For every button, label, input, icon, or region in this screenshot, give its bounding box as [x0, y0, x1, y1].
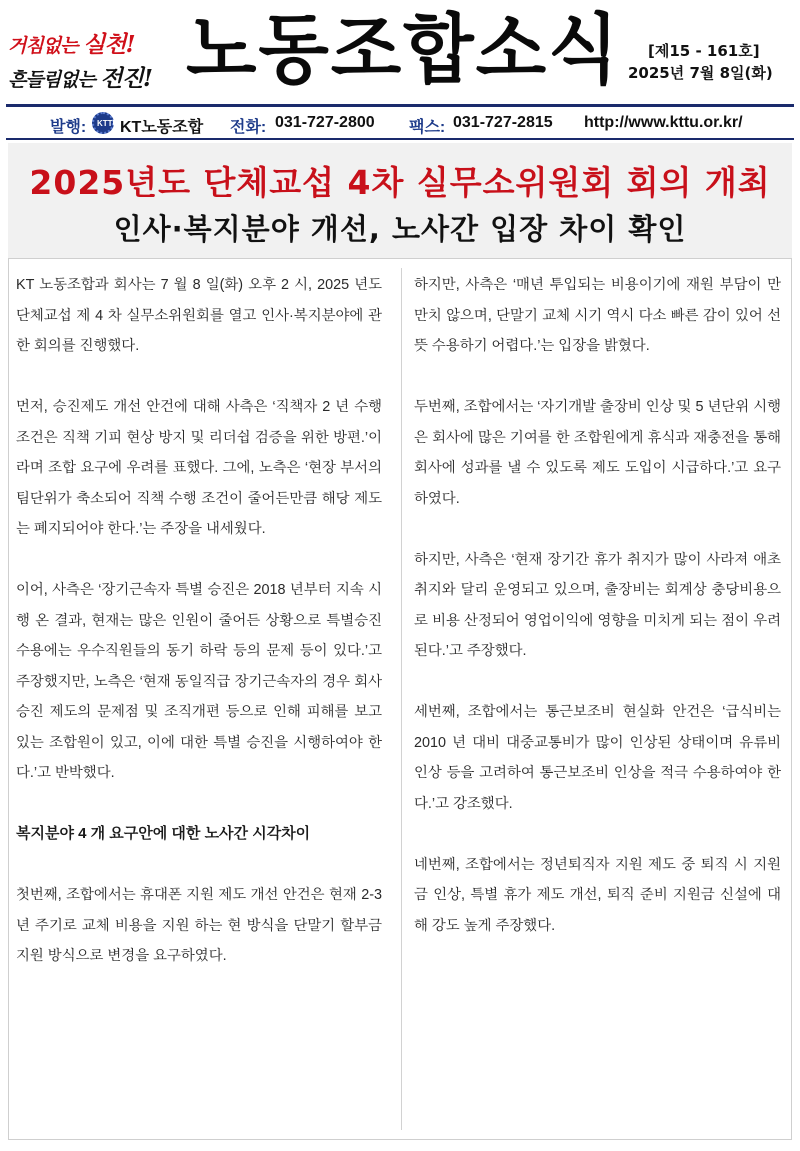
- publisher-label: 발행:: [50, 119, 87, 136]
- paragraph: 첫번째, 조합에서는 휴대폰 지원 제도 개선 안건은 현재 2-3 년 주기로 교체 비용을 지원 하는 현 방식을 단말기 할부금 지원 방식으로 변경을 요구하였다.: [16, 887, 382, 964]
- column-divider: [401, 268, 402, 1130]
- phone-label: 전화:: [230, 119, 267, 136]
- slogan-line-2: [8, 60, 152, 93]
- website-link[interactable]: http://www.kttu.or.kr/: [584, 114, 743, 131]
- paragraph: 네번째, 조합에서는 정년퇴직자 지원 제도 중 퇴직 시 지원금 인상, 특별 휴가 제도 개선, 퇴직 준비 지원금 신설에 대해 강도 높게 주장했다.: [414, 856, 781, 934]
- slogan-line-2-emphasis: 전진!: [100, 65, 152, 92]
- section-subheading: 복지분야 4 개 요구안에 대한 노사간 시각차이: [16, 825, 311, 842]
- masthead: [0, 0, 800, 104]
- slogan-line-1: [8, 26, 135, 59]
- fax-label: 팩스:: [409, 119, 446, 136]
- paragraph: KT 노동조합과 회사는 7 월 8 일(화) 오후 2 시, 2025 년도 단체교섭 제 4 차 실무소위원회를 열고 인사·복지분야에 관한 회의를 진행했다.: [16, 277, 382, 354]
- top-rule: [6, 104, 794, 107]
- article-column-right: [414, 270, 781, 972]
- paragraph: 세번째, 조합에서는 통근보조비 현실화 안건은 ‘급식비는 2010 년 대비 대중교통비가 많이 인상된 상태이며 유류비 인상 등을 고려하여 통근보조비 인상을 적극 수용하여야 한다.’고 강조했다.: [414, 704, 781, 812]
- slogan-line-1-emphasis: 실천!: [83, 31, 135, 58]
- paragraph: 두번째, 조합에서는 ‘자기개발 출장비 인상 및 5 년단위 시행은 회사에 많은 기여를 한 조합원에게 휴식과 재충전을 통해 회사에 성과를 낼 수 있도록 제도 도입이 시급하다.’고 요구하였다.: [414, 399, 781, 507]
- kttu-logo-text: KTTU: [97, 119, 119, 128]
- slogan-line-2-text: 흔들림없는: [8, 69, 101, 91]
- fax-number: 031-727-2815: [453, 114, 553, 131]
- article-column-left: [16, 270, 382, 1002]
- paragraph: 하지만, 사측은 ‘현재 장기간 휴가 취지가 많이 사라져 애초 취지와 달리 운영되고 있으며, 출장비는 회계상 충당비용으로 비용 산정되어 영업이익에 영향을 미치게 되는 점이 우려된다.’고 주장했다.: [414, 551, 781, 659]
- issue-number: [제15 - 161호]: [648, 42, 760, 60]
- publisher-info-bar: [0, 109, 800, 137]
- paragraph: 하지만, 사측은 ‘매년 투입되는 비용이기에 재원 부담이 만만치 않으며, 단말기 교체 시기 역시 다소 빠른 감이 있어 선뜻 수용하기 어렵다.’는 입장을 밝혔다.: [414, 277, 781, 354]
- paragraph: 먼저, 승진제도 개선 안건에 대해 사측은 ‘직책자 2 년 수행 조건은 직책 기피 현상 방지 및 리더쉽 검증을 위한 방편.’이라며 조합 요구에 우려를 표했다. 그에, 노측은 ‘현장 부서의 팀단위가 축소되어 직책 수행 조건이 줄어든만큼 해당 제도는 폐지되어야 한다.’는 주장을 내세웠다.: [16, 399, 382, 537]
- paragraph: 이어, 사측은 ‘장기근속자 특별 승진은 2018 년부터 지속 시행 온 결과, 현재는 많은 인원이 줄어든 상황으로 특별승진 수용에는 우수직원들의 동기 하락 등의 문제 등이 있다.’고 주장했지만, 노측은 ‘현재 동일직급 장기근속자의 경우 회사 승진 제도의 문제점 및 조직개편 등으로 인해 피해를 보고 있는 조합원이 있고, 이에 대한 특별 승진을 시행하여야 한다.’고 반박했다.: [16, 582, 382, 781]
- bottom-rule: [6, 138, 794, 140]
- headline-box: [8, 143, 792, 258]
- subheadline: 인사·복지분야 개선, 노사간 입장 차이 확인: [113, 212, 687, 246]
- headline: 2025년도 단체교섭 4차 실무소위원회 회의 개최: [29, 163, 771, 202]
- slogan-line-1-text: 거침없는: [8, 35, 84, 57]
- phone-number: 031-727-2800: [275, 114, 375, 131]
- newsletter-title: 노동조합소식: [186, 5, 621, 94]
- kttu-logo-icon: [92, 112, 119, 134]
- publisher-name: KT노동조합: [120, 119, 204, 136]
- issue-date: 2025년 7월 8일(화): [628, 64, 773, 82]
